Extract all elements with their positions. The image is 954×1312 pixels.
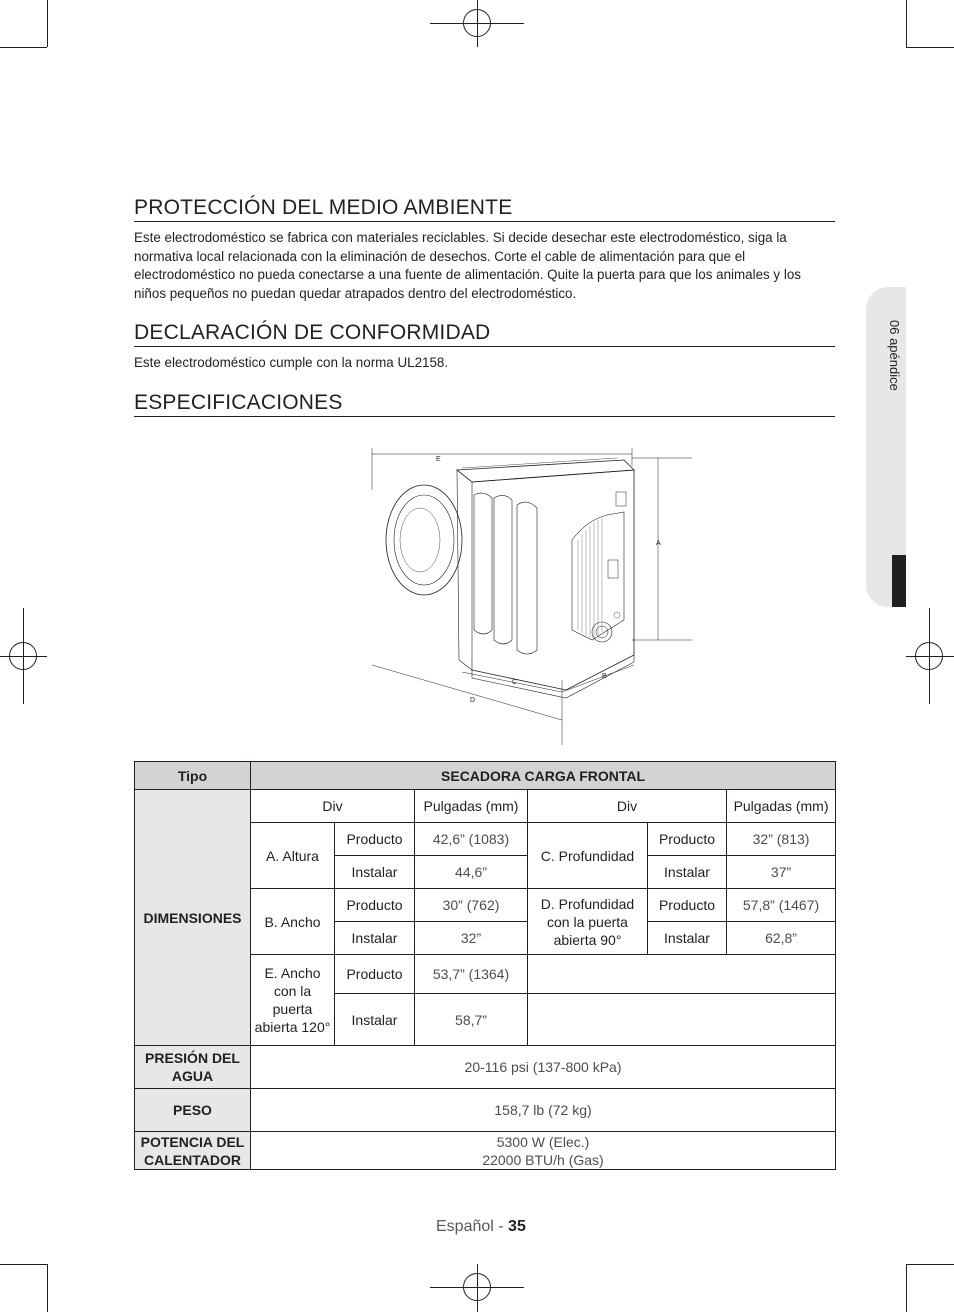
section-text-conformity: Este electrodoméstico cumple con la norma UL2158. xyxy=(134,355,449,370)
table-value-ancho-instalar: 32” xyxy=(415,922,528,955)
table-value-altura-producto: 42,6” (1083) xyxy=(415,823,528,856)
section-title-environment: PROTECCIÓN DEL MEDIO AMBIENTE xyxy=(134,196,513,219)
table-label-presion: PRESIÓN DEL AGUA xyxy=(135,1046,251,1089)
table-label-peso: PESO xyxy=(135,1089,251,1132)
table-col-div-1: Div xyxy=(251,790,415,823)
table-label-potencia: POTENCIA DEL CALENTADOR xyxy=(135,1132,251,1170)
table-value-ancho-producto: 30” (762) xyxy=(415,889,528,922)
dryer-dimension-diagram xyxy=(362,440,696,745)
figure-label-c: C xyxy=(512,679,518,686)
page-footer xyxy=(436,1218,526,1236)
table-cell-instalar: Instalar xyxy=(335,922,415,955)
table-value-profundidad-producto: 32” (813) xyxy=(727,823,836,856)
section-text-environment: Este electrodoméstico se fabrica con materiales reciclables. Si decide desechar este electrodoméstico, siga la normativa local relacionada con la eliminación de desechos. Corte el cable de alimentación para que el electrodoméstico no pueda conectarse a una fuente de alimentación. Quite la puerta para que los animales y los niños pequeños no puedan quedar atrapados dentro del electrodoméstico. xyxy=(134,230,801,301)
table-value-peso: 158,7 lb (72 kg) xyxy=(251,1089,836,1132)
table-cell-producto: Producto xyxy=(335,889,415,922)
page-number: 35 xyxy=(508,1218,526,1235)
footer-language: Español - xyxy=(436,1218,509,1235)
table-value-ancho-puerta-instalar: 58,7” xyxy=(415,994,528,1046)
chapter-side-tab-label: 06 apéndice xyxy=(887,319,902,391)
specifications-table xyxy=(134,761,836,1170)
table-cell-instalar: Instalar xyxy=(648,856,727,889)
table-value-profundidad-puerta-producto: 57,8” (1467) xyxy=(727,889,836,922)
table-cell-instalar: Instalar xyxy=(648,922,727,955)
crop-mark-tr-v xyxy=(906,0,907,47)
table-cell-producto: Producto xyxy=(335,823,415,856)
table-cell-empty xyxy=(528,994,836,1046)
crop-mark-tr-h xyxy=(906,47,954,48)
section-title-specifications: ESPECIFICACIONES xyxy=(134,391,343,414)
table-value-altura-instalar: 44,6” xyxy=(415,856,528,889)
table-cell-producto: Producto xyxy=(648,823,727,856)
table-label-dimensiones: DIMENSIONES xyxy=(135,790,251,1046)
table-value-ancho-puerta-producto: 53,7” (1364) xyxy=(415,955,528,994)
table-row-profundidad-puerta: D. Profundidad con la puerta abierta 90° xyxy=(528,889,648,955)
crop-mark-tl-h xyxy=(0,47,47,48)
table-row-ancho-puerta: E. Ancho con la puerta abierta 120° xyxy=(251,955,335,1046)
table-col-pulgadas-1: Pulgadas (mm) xyxy=(415,790,528,823)
table-header-type-value: SECADORA CARGA FRONTAL xyxy=(251,762,836,790)
table-value-presion: 20-116 psi (137-800 kPa) xyxy=(251,1046,836,1089)
figure-label-b: B xyxy=(602,673,607,680)
section-title-conformity: DECLARACIÓN DE CONFORMIDAD xyxy=(134,321,491,344)
table-value-potencia-gas: 22000 BTU/h (Gas) xyxy=(482,1151,604,1168)
table-row-altura: A. Altura xyxy=(251,823,335,889)
table-value-potencia xyxy=(251,1132,836,1170)
table-value-profundidad-instalar: 37” xyxy=(727,856,836,889)
table-row-profundidad: C. Profundidad xyxy=(528,823,648,889)
table-cell-empty xyxy=(528,955,836,994)
crop-mark-tl-v xyxy=(47,0,48,47)
table-row-ancho: B. Ancho xyxy=(251,889,335,955)
figure-label-d: D xyxy=(470,697,476,704)
table-cell-producto: Producto xyxy=(335,955,415,994)
section-rule-specifications xyxy=(134,416,835,417)
chapter-side-tab-marker xyxy=(892,555,906,607)
table-cell-instalar: Instalar xyxy=(335,856,415,889)
table-cell-producto: Producto xyxy=(648,889,727,922)
figure-label-e: E xyxy=(436,456,441,463)
crop-mark-bl-h xyxy=(0,1264,47,1265)
table-header-tipo: Tipo xyxy=(135,762,251,790)
section-rule-environment xyxy=(134,221,835,222)
table-col-div-2: Div xyxy=(528,790,727,823)
section-rule-conformity xyxy=(134,346,835,347)
table-value-potencia-elec: 5300 W (Elec.) xyxy=(496,1133,590,1150)
table-value-profundidad-puerta-instalar: 62,8” xyxy=(727,922,836,955)
figure-label-a: A xyxy=(656,540,661,547)
table-col-pulgadas-2: Pulgadas (mm) xyxy=(727,790,836,823)
crop-mark-bl-v xyxy=(47,1264,48,1312)
crop-mark-br-v xyxy=(906,1264,907,1312)
table-cell-instalar: Instalar xyxy=(335,994,415,1046)
crop-mark-br-h xyxy=(906,1264,954,1265)
